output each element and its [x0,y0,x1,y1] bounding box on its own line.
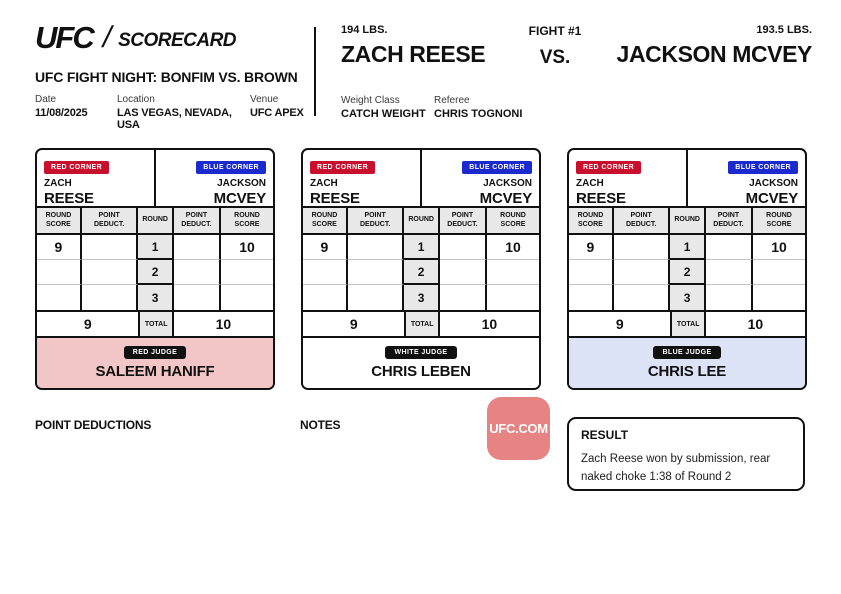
red-deduct-r2 [348,260,405,285]
red-corner-cell [303,150,422,206]
blue-deduct-r2 [706,260,753,285]
blue-score-r1: 10 [753,235,805,260]
col-header-round: ROUND [670,208,705,235]
round-number-3: 3 [670,285,705,310]
result-text: Zach Reese won by submission, rear naked choke 1:38 of Round 2 [581,453,771,483]
red-score-r1: 9 [37,235,82,260]
blue-score-r3 [753,285,805,310]
point-deductions-label: POINT DEDUCTIONS [35,418,152,432]
blue-fighter-last: MCVEY [213,190,266,207]
blue-score-r2 [221,260,273,285]
round-number-2: 2 [404,260,439,285]
judge-footer-red [37,336,273,388]
round-number-1: 1 [138,235,173,260]
result-label: RESULT [581,428,629,442]
fight-info-block [341,24,812,120]
red-total-score: 9 [83,316,92,332]
judge-footer-white [303,336,539,388]
red-score-r3 [303,285,348,310]
blue-fighter-name: JACKSON MCVEY [616,41,812,67]
red-corner-badge: RED CORNER [44,161,109,174]
blue-corner-badge: BLUE CORNER [462,161,532,174]
total-label: TOTAL [138,312,173,336]
score-table [303,208,539,310]
weight-class-label: Weight Class [341,95,400,106]
judge-footer-blue [569,336,805,388]
red-fighter-weight: 194 LBS. [341,24,388,36]
blue-fighter-header [617,24,812,68]
col-header-round-score: ROUND SCORE [37,208,82,235]
col-header-point-deduct: POINT DEDUCT. [348,208,405,235]
col-header-point-deduct: POINT DEDUCT. [706,208,753,235]
red-deduct-r1 [82,235,139,260]
red-judge-badge: RED JUDGE [124,346,186,359]
col-header-round-score: ROUND SCORE [221,208,273,235]
red-score-r2 [303,260,348,285]
scorecard-wordmark: SCORECARD [118,30,237,52]
score-table [37,208,273,310]
red-fighter-last: REESE [576,190,626,207]
event-title: UFC FIGHT NIGHT: BONFIM VS. BROWN [35,69,298,85]
judge-name: CHRIS LEBEN [371,363,471,380]
ufc-com-logo: UFC.COM [487,397,550,460]
vs-label: VS. [539,47,571,68]
scorecard-red-judge [35,148,275,390]
col-header-round: ROUND [404,208,439,235]
blue-corner-cell [422,150,539,206]
red-deduct-r3 [82,285,139,310]
round-number-1: 1 [670,235,705,260]
red-deduct-r3 [348,285,405,310]
blue-corner-badge: BLUE CORNER [728,161,798,174]
white-judge-badge: WHITE JUDGE [385,346,456,359]
red-deduct-r2 [614,260,671,285]
blue-fighter-last: MCVEY [479,190,532,207]
date-value: 11/08/2025 [35,107,88,119]
col-header-point-deduct: POINT DEDUCT. [82,208,139,235]
total-row [37,310,273,336]
total-label: TOTAL [404,312,439,336]
col-header-round-score: ROUND SCORE [569,208,614,235]
red-deduct-r2 [82,260,139,285]
red-score-r3 [37,285,82,310]
venue-label: Venue [250,94,279,105]
blue-judge-badge: BLUE JUDGE [653,346,720,359]
bout-meta-row [341,95,522,120]
blue-fighter-weight: 193.5 LBS. [756,24,812,36]
blue-deduct-r3 [440,285,487,310]
judge-name: SALEEM HANIFF [95,363,215,380]
blue-corner-cell [688,150,805,206]
result-box [567,417,805,491]
ufc-scorecard-logo [35,22,313,53]
blue-total-score: 10 [215,316,232,332]
blue-score-r1: 10 [487,235,539,260]
card-fighter-names [569,150,805,208]
red-score-r1: 9 [569,235,614,260]
red-fighter-last: REESE [44,190,94,207]
round-number-2: 2 [138,260,173,285]
red-fighter-last: REESE [310,190,360,207]
blue-deduct-r2 [174,260,221,285]
location-value: LAS VEGAS, NEVADA, USA [117,107,232,131]
red-corner-cell [37,150,156,206]
blue-corner-cell [156,150,273,206]
red-fighter-first: ZACH [576,178,604,189]
fight-center-block [509,24,601,69]
blue-score-r2 [487,260,539,285]
blue-deduct-r3 [706,285,753,310]
blue-fighter-first: JACKSON [217,178,266,189]
fight-number: FIGHT #1 [528,24,582,38]
blue-deduct-r1 [706,235,753,260]
card-fighter-names [37,150,273,208]
col-header-point-deduct: POINT DEDUCT. [174,208,221,235]
venue-value: UFC APEX [250,107,304,119]
red-score-r3 [569,285,614,310]
blue-score-r2 [753,260,805,285]
blue-fighter-last: MCVEY [745,190,798,207]
blue-score-r3 [221,285,273,310]
scorecard-white-judge [301,148,541,390]
red-corner-cell [569,150,688,206]
event-venue [250,94,304,131]
red-score-r2 [37,260,82,285]
total-label: TOTAL [670,312,705,336]
judge-scorecards [35,148,807,390]
judge-name: CHRIS LEE [647,363,727,380]
red-deduct-r3 [614,285,671,310]
blue-fighter-first: JACKSON [483,178,532,189]
blue-deduct-r2 [440,260,487,285]
blue-deduct-r1 [440,235,487,260]
header-vertical-divider [314,27,316,116]
red-score-r1: 9 [303,235,348,260]
col-header-round-score: ROUND SCORE [753,208,805,235]
referee-value: CHRIS TOGNONI [434,108,523,120]
referee-label: Referee [434,95,470,106]
location-label: Location [117,94,155,105]
col-header-round: ROUND [138,208,173,235]
round-number-3: 3 [138,285,173,310]
col-header-round-score: ROUND SCORE [487,208,539,235]
col-header-point-deduct: POINT DEDUCT. [614,208,671,235]
blue-total-score: 10 [747,316,764,332]
date-label: Date [35,94,57,105]
col-header-point-deduct: POINT DEDUCT. [440,208,487,235]
red-total-score: 9 [615,316,624,332]
col-header-round-score: ROUND SCORE [303,208,348,235]
blue-fighter-first: JACKSON [749,178,798,189]
red-fighter-header [341,24,485,68]
notes-label: NOTES [300,418,341,432]
red-fighter-name: ZACH REESE [341,41,486,67]
weight-class-value: CATCH WEIGHT [341,108,426,120]
red-corner-badge: RED CORNER [576,161,641,174]
round-number-3: 3 [404,285,439,310]
red-deduct-r1 [614,235,671,260]
blue-deduct-r3 [174,285,221,310]
blue-score-r3 [487,285,539,310]
ufc-logo: UFC [35,20,93,55]
blue-score-r1: 10 [221,235,273,260]
weight-class-block [341,95,434,120]
red-fighter-first: ZACH [310,178,338,189]
event-meta-row [35,94,313,131]
score-table [569,208,805,310]
scorecard-blue-judge [567,148,807,390]
red-score-r2 [569,260,614,285]
event-location [117,94,250,131]
red-deduct-r1 [348,235,405,260]
red-fighter-first: ZACH [44,178,72,189]
round-number-1: 1 [404,235,439,260]
referee-block [434,95,522,120]
blue-total-score: 10 [481,316,498,332]
card-fighter-names [303,150,539,208]
brand-block [35,22,313,131]
total-row [303,310,539,336]
event-date [35,94,117,131]
logo-slash-divider: / [99,21,115,54]
total-row [569,310,805,336]
round-number-2: 2 [670,260,705,285]
blue-corner-badge: BLUE CORNER [196,161,266,174]
red-corner-badge: RED CORNER [310,161,375,174]
blue-deduct-r1 [174,235,221,260]
red-total-score: 9 [349,316,358,332]
